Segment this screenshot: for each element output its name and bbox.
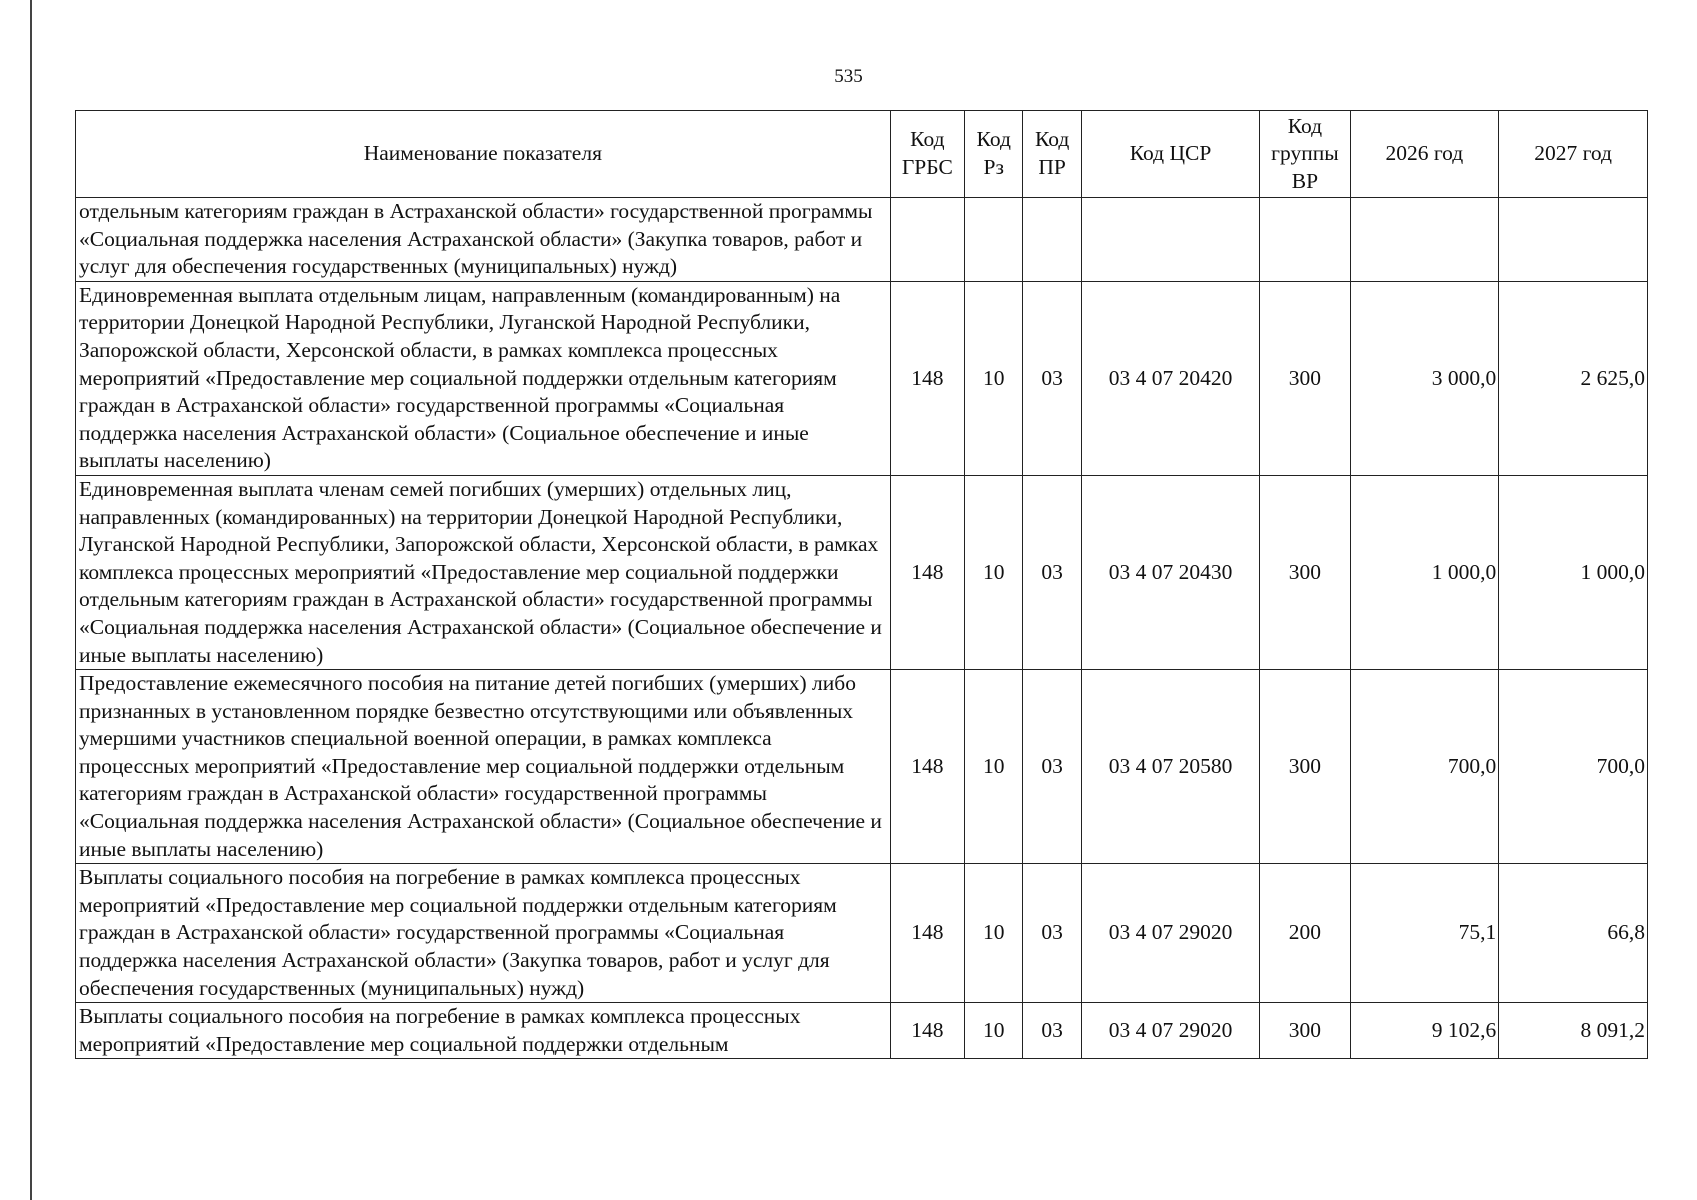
cell-rz: 10 xyxy=(965,1003,1023,1059)
table-row xyxy=(76,475,1648,669)
header-name: Наименование показателя xyxy=(76,111,891,198)
cell-pr: 03 xyxy=(1023,281,1081,475)
table-row xyxy=(76,281,1648,475)
header-grbs: Код ГРБС xyxy=(890,111,964,198)
cell-grbs: 148 xyxy=(890,1003,964,1059)
cell-rz: 10 xyxy=(965,475,1023,669)
cell-rz: 10 xyxy=(965,281,1023,475)
cell-vr xyxy=(1260,198,1350,282)
table-row xyxy=(76,1003,1648,1059)
cell-amount-2027: 66,8 xyxy=(1499,864,1648,1003)
cell-name: Выплаты социального пособия на погребение в рамках комплекса процессных мероприятий «Предоставление мер социальной поддержки отдельным xyxy=(76,1003,891,1059)
cell-grbs: 148 xyxy=(890,281,964,475)
cell-rz: 10 xyxy=(965,864,1023,1003)
cell-csr xyxy=(1081,198,1259,282)
cell-amount-2027: 700,0 xyxy=(1499,670,1648,864)
cell-grbs: 148 xyxy=(890,475,964,669)
cell-pr: 03 xyxy=(1023,864,1081,1003)
cell-pr xyxy=(1023,198,1081,282)
cell-name: Предоставление ежемесячного пособия на питание детей погибших (умерших) либо признанных в установленном порядке безвестно отсутствующими или объявленных умершими участников специальной военной операции, в рамках комплекса процессных мероприятий «Предоставление мер социальной поддержки отдельным категориям граждан в Астраханской области» государственной программы «Социальная поддержка населения Астраханской области» (Социальное обеспечение и иные выплаты населению) xyxy=(76,670,891,864)
cell-grbs: 148 xyxy=(890,864,964,1003)
cell-csr: 03 4 07 20420 xyxy=(1081,281,1259,475)
header-csr: Код ЦСР xyxy=(1081,111,1259,198)
page-number: 535 xyxy=(834,66,863,87)
header-pr: Код ПР xyxy=(1023,111,1081,198)
cell-amount-2027: 1 000,0 xyxy=(1499,475,1648,669)
cell-name: отдельным категориям граждан в Астраханской области» государственной программы «Социальная поддержка населения Астраханской области» (Закупка товаров, работ и услуг для обеспечения государственных (муниципальных) нужд) xyxy=(76,198,891,282)
cell-grbs xyxy=(890,198,964,282)
cell-csr: 03 4 07 20430 xyxy=(1081,475,1259,669)
cell-vr: 300 xyxy=(1260,281,1350,475)
budget-table xyxy=(75,110,1648,1059)
cell-vr: 200 xyxy=(1260,864,1350,1003)
table-header-row xyxy=(76,111,1648,198)
cell-amount-2026: 700,0 xyxy=(1350,670,1499,864)
cell-name: Выплаты социального пособия на погребение в рамках комплекса процессных мероприятий «Предоставление мер социальной поддержки отдельным категориям граждан в Астраханской области» государственной программы «Социальная поддержка населения Астраханской области» (Закупка товаров, работ и услуг для обеспечения государственных (муниципальных) нужд) xyxy=(76,864,891,1003)
table-row xyxy=(76,198,1648,282)
cell-amount-2027 xyxy=(1499,198,1648,282)
cell-name: Единовременная выплата отдельным лицам, направленным (командированным) на территории Донецкой Народной Республики, Луганской Народной Республики, Запорожской области, Херсонской области, в рамках комплекса процессных мероприятий «Предоставление мер социальной поддержки отдельным категориям граждан в Астраханской области» государственной программы «Социальная поддержка населения Астраханской области» (Социальное обеспечение и иные выплаты населению) xyxy=(76,281,891,475)
cell-grbs: 148 xyxy=(890,670,964,864)
cell-csr: 03 4 07 29020 xyxy=(1081,1003,1259,1059)
header-rz: Код Рз xyxy=(965,111,1023,198)
cell-name: Единовременная выплата членам семей погибших (умерших) отдельных лиц, направленных (командированных) на территории Донецкой Народной Республики, Луганской Народной Республики, Запорожской области, Херсонской области, в рамках комплекса процессных мероприятий «Предоставление мер социальной поддержки отдельным категориям граждан в Астраханской области» государственной программы «Социальная поддержка населения Астраханской области» (Социальное обеспечение и иные выплаты населению) xyxy=(76,475,891,669)
cell-pr: 03 xyxy=(1023,1003,1081,1059)
cell-pr: 03 xyxy=(1023,670,1081,864)
table-row xyxy=(76,670,1648,864)
cell-amount-2026: 75,1 xyxy=(1350,864,1499,1003)
cell-csr: 03 4 07 29020 xyxy=(1081,864,1259,1003)
header-year-2027: 2027 год xyxy=(1499,111,1648,198)
cell-rz xyxy=(965,198,1023,282)
cell-pr: 03 xyxy=(1023,475,1081,669)
cell-amount-2027: 8 091,2 xyxy=(1499,1003,1648,1059)
cell-vr: 300 xyxy=(1260,670,1350,864)
cell-csr: 03 4 07 20580 xyxy=(1081,670,1259,864)
cell-amount-2026: 3 000,0 xyxy=(1350,281,1499,475)
binding-line xyxy=(30,0,32,1200)
table-row xyxy=(76,864,1648,1003)
header-vr: Код группы ВР xyxy=(1260,111,1350,198)
cell-amount-2027: 2 625,0 xyxy=(1499,281,1648,475)
cell-amount-2026 xyxy=(1350,198,1499,282)
cell-vr: 300 xyxy=(1260,475,1350,669)
cell-rz: 10 xyxy=(965,670,1023,864)
cell-amount-2026: 9 102,6 xyxy=(1350,1003,1499,1059)
cell-amount-2026: 1 000,0 xyxy=(1350,475,1499,669)
header-year-2026: 2026 год xyxy=(1350,111,1499,198)
cell-vr: 300 xyxy=(1260,1003,1350,1059)
table-body xyxy=(76,198,1648,1059)
